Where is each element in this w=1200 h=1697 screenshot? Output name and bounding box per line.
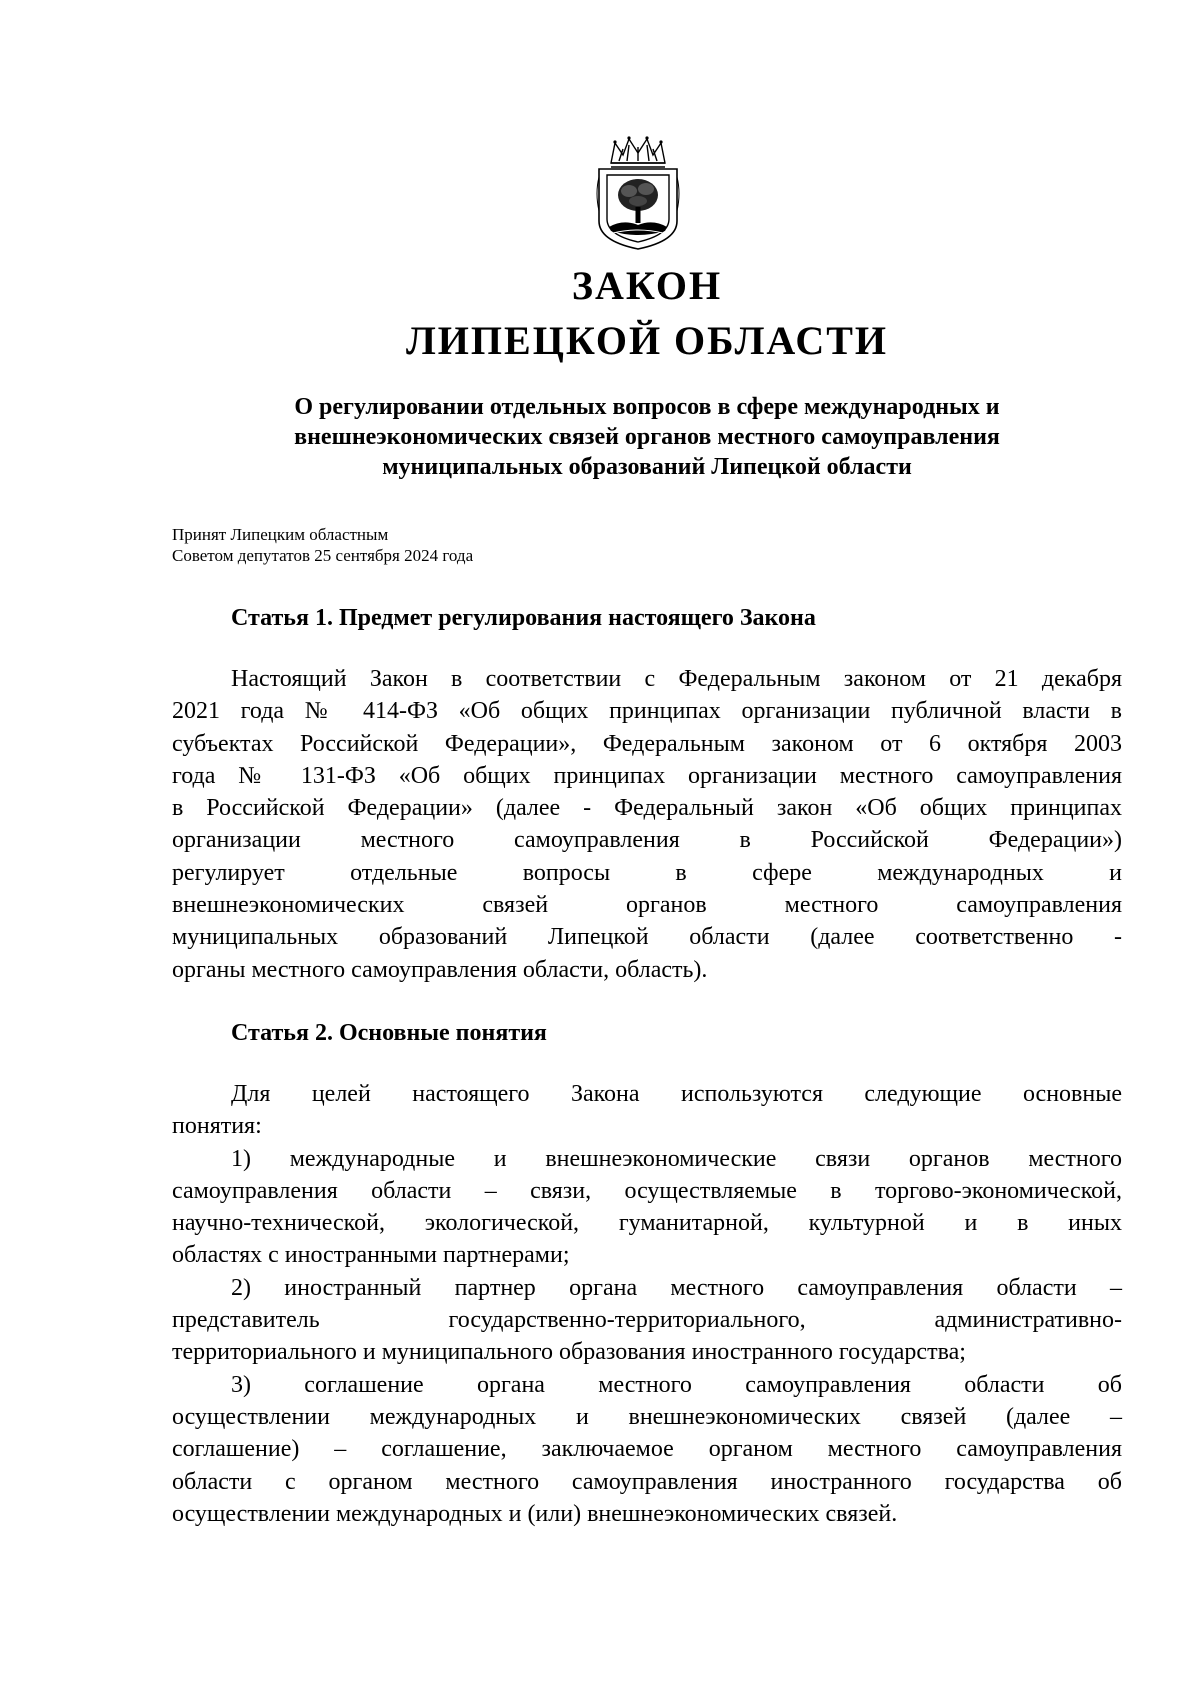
paragraph-line: самоуправления области – связи, осуществляемые в торгово-экономической, [172,1177,1122,1204]
paragraph-line: года № 131-ФЗ «Об общих принципах организации местного самоуправления [172,762,1122,789]
paragraph-line: субъектах Российской Федерации», Федеральным законом от 6 октября 2003 [172,730,1122,757]
paragraph-line: органы местного самоуправления области, область). [172,956,708,983]
subtitle-line: муниципальных образований Липецкой области [382,454,912,480]
adoption-note-line: Принят Липецким областным [172,525,389,544]
subtitle-line: О регулировании отдельных вопросов в сфере международных и [294,394,1000,420]
paragraph-line: осуществлении международных и (или) внешнеэкономических связей. [172,1500,898,1527]
paragraph-line: территориального и муниципального образования иностранного государства; [172,1339,966,1366]
article-1-heading: Статья 1. Предмет регулирования настоящего Закона [231,605,816,631]
lipetsk-coat-of-arms-icon [593,133,683,251]
article-2-body [172,1078,1122,1530]
paragraph-line: 1) международные и внешнеэкономические связи органов местного [231,1145,1122,1172]
law-title: ЗАКОН [571,263,723,308]
paragraph-line: соглашение) – соглашение, заключаемое органом местного самоуправления [172,1436,1122,1463]
region-title: ЛИПЕЦКОЙ ОБЛАСТИ [406,318,888,363]
paragraph-line: области с органом местного самоуправления иностранного государства об [172,1468,1122,1495]
paragraph-line: научно-технической, экологической, гуманитарной, культурной и в иных [172,1210,1122,1237]
paragraph-line: регулирует отдельные вопросы в сфере международных и [172,859,1122,886]
paragraph-line: в Российской Федерации» (далее - Федеральный закон «Об общих принципах [172,795,1122,822]
paragraph-line: областях с иностранными партнерами; [172,1242,570,1269]
subtitle-line: внешнеэкономических связей органов местного самоуправления [294,424,1000,450]
paragraph-line: 2) иностранный партнер органа местного самоуправления области – [231,1274,1122,1301]
paragraph-line: организации местного самоуправления в Российской Федерации») [172,827,1122,854]
adoption-note [172,524,473,566]
adoption-note-line: Советом депутатов 25 сентября 2024 года [172,546,474,565]
paragraph-line: 3) соглашение органа местного самоуправления области об [231,1371,1122,1398]
paragraph-line: внешнеэкономических связей органов местного самоуправления [172,892,1122,919]
article-2-heading: Статья 2. Основные понятия [231,1020,547,1046]
paragraph-line: представитель государственно-территориального, административно- [172,1307,1122,1334]
paragraph-line: понятия: [172,1113,262,1140]
paragraph-line: Для целей настоящего Закона используются следующие основные [231,1081,1122,1107]
paragraph-line: муниципальных образований Липецкой области (далее соответственно - [172,924,1122,951]
paragraph-line: осуществлении международных и внешнеэкономических связей (далее – [172,1403,1122,1430]
paragraph-line: Настоящий Закон в соответствии с Федеральным законом от 21 декабря [231,666,1122,692]
paragraph-line: 2021 года № 414-ФЗ «Об общих принципах организации публичной власти в [172,698,1122,725]
article-1-body [172,663,1122,986]
law-subtitle [197,392,1097,482]
